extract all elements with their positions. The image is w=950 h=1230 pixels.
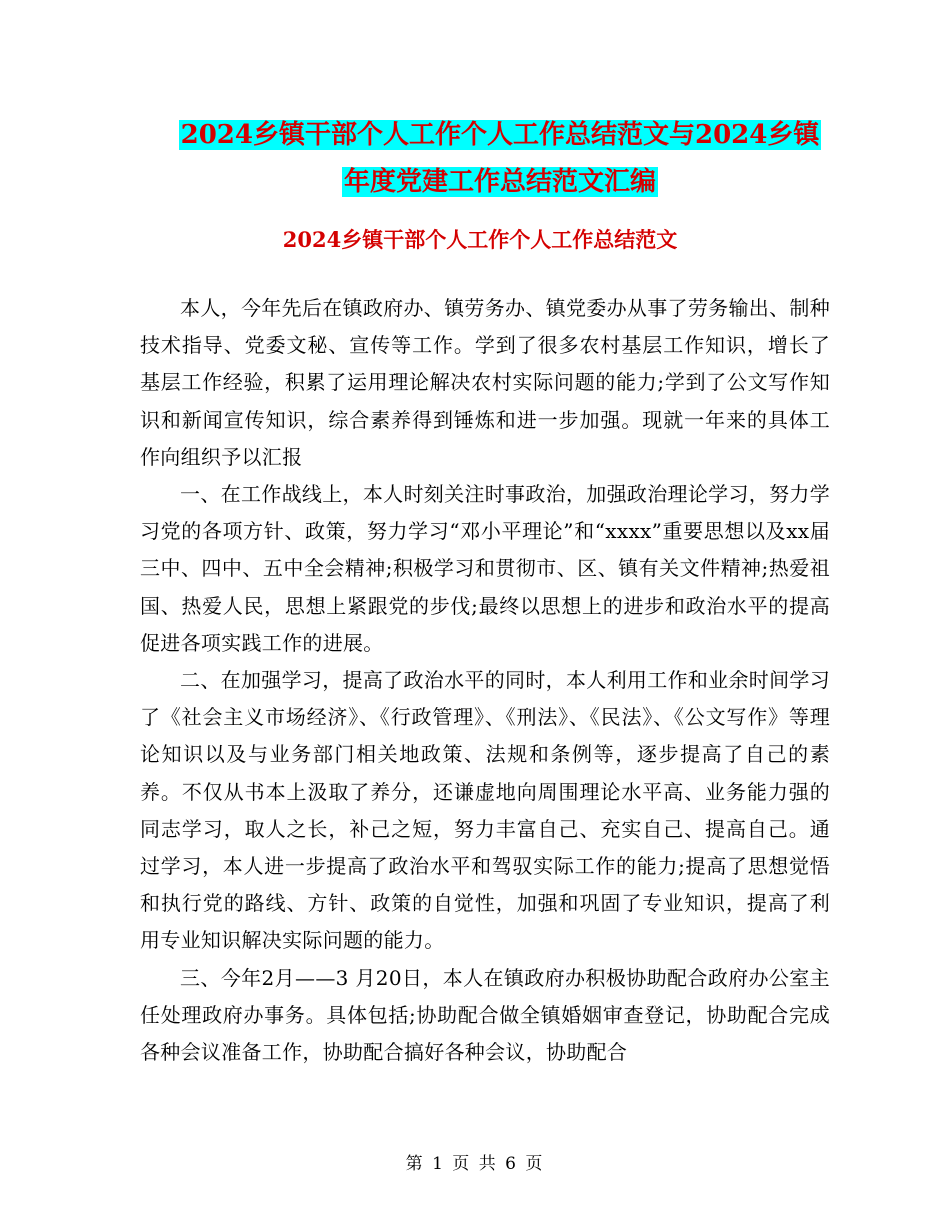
- paragraph-1: 一、在工作战线上，本人时刻关注时事政治，加强政治理论学习，努力学习党的各项方针、政策，努力学习“邓小平理论”和“xxxx”重要思想以及xx届三中、四中、五中全会精神;积极学习和贯彻市、区、镇有关文件精神;热爱祖国、热爱人民，思想上紧跟党的步伐;最终以思想上的进步和政治水平的提高促进各项实践工作的进展。: [140, 482, 830, 655]
- document-title-line-2: 年度党建工作总结范文汇编: [343, 167, 656, 197]
- paragraph-intro: 本人，今年先后在镇政府办、镇劳务办、镇党委办从事了劳务输出、制种技术指导、党委文秘、宣传等工作。学到了很多农村基层工作知识，增长了基层工作经验，积累了运用理论解决农村实际问题的能力;学到了公文写作知识和新闻宣传知识，综合素养得到锤炼和进一步加强。现就一年来的具体工作向组织予以汇报: [140, 296, 830, 469]
- page-number-footer: 第 1 页 共 6 页: [405, 1154, 545, 1174]
- document-body: [140, 290, 830, 1071]
- paragraph-2: 二、在加强学习，提高了政治水平的同时，本人利用工作和业余时间学习了《社会主义市场经济》、《行政管理》、《刑法》、《民法》、《公文写作》等理论知识以及与业务部门相关地政策、法规和条例等，逐步提高了自己的素养。不仅从书本上汲取了养分，还谦虚地向周围理论水平高、业务能力强的同志学习，取人之长，补己之短，努力丰富自己、充实自己、提高自己。通过学习，本人进一步提高了政治水平和驾驭实际工作的能力;提高了思想觉悟和执行党的路线、方针、政策的自觉性，加强和巩固了专业知识，提高了利用专业知识解决实际问题的能力。: [140, 668, 830, 953]
- paragraph-3: 三、今年2月——3 月20日，本人在镇政府办积极协助配合政府办公室主任处理政府办事务。具体包括;协助配合做全镇婚姻审查登记，协助配合完成各种会议准备工作，协助配合搞好各种会议，协助配合: [140, 965, 830, 1065]
- section-title: 2024乡镇干部个人工作个人工作总结范文: [282, 227, 678, 252]
- document-title: [120, 112, 880, 206]
- document-title-line-1: 2024乡镇干部个人工作个人工作总结范文与2024乡镇: [180, 120, 820, 150]
